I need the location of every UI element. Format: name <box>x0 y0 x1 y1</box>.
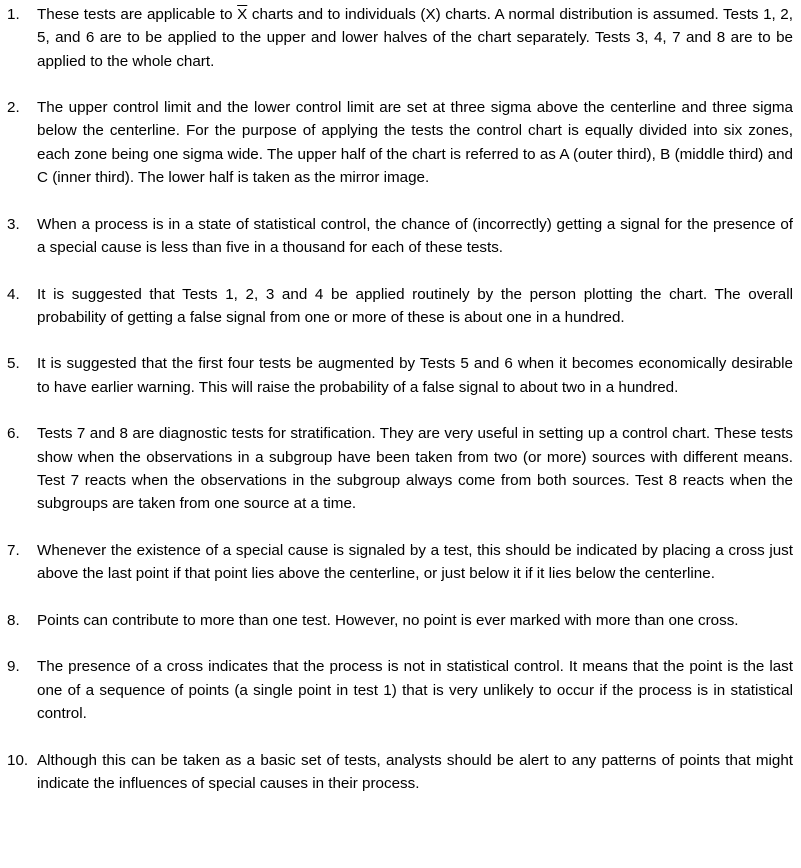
note-number: 3. <box>7 215 20 233</box>
note-item-4 <box>7 283 793 330</box>
note-text: Tests 7 and 8 are diagnostic tests for stratification. They are very useful in setting up a control chart. These tests show when the observations in a subgroup have been taken from two (or more) sources with different means. Test 7 reacts when the observations in the subgroup always come from both sources. Test 8 reacts when the subgroups are taken from one source at a time. <box>37 425 793 513</box>
note-text: The presence of a cross indicates that the process is not in statistical control. It means that the point is the last one of a sequence of points (a single point in test 1) that is very unlikely to occur if the process is in statistical control. <box>37 658 793 722</box>
note-item-2 <box>7 96 793 189</box>
note-item-8 <box>7 609 793 632</box>
note-item-7 <box>7 539 793 586</box>
note-number: 7. <box>7 541 20 559</box>
note-number: 6. <box>7 425 20 443</box>
note-number: 8. <box>7 611 20 629</box>
note-text <box>37 3 793 73</box>
note-text: The upper control limit and the lower control limit are set at three sigma above the centerline and three sigma below the centerline. For the purpose of applying the tests the control chart is equally divided into six zones, each zone being one sigma wide. The upper half of the chart is referred to as A (outer third), B (middle third) and C (inner third). The lower half is taken as the mirror image. <box>37 99 793 187</box>
note-item-6 <box>7 422 793 515</box>
note-number: 4. <box>7 285 20 303</box>
x-bar-symbol: $\overline{X}$ <box>237 6 248 23</box>
note-text-after: charts and to individuals (X) charts. A normal distribution is assumed. Tests 1, 2, 5, and 6 are to be applied to the upper and lower halves of the chart separately. Tests 3, 4, 7 and 8 are to be applied to the whole chart. <box>37 6 793 70</box>
note-number: 10. <box>7 751 29 769</box>
note-text: It is suggested that the first four tests be augmented by Tests 5 and 6 when it becomes economically desirable to have earlier warning. This will raise the probability of a false signal to about two in a hundred. <box>37 355 793 396</box>
note-number: 5. <box>7 355 20 373</box>
note-text: Points can contribute to more than one test. However, no point is ever marked with more than one cross. <box>37 611 739 629</box>
note-text: It is suggested that Tests 1, 2, 3 and 4 be applied routinely by the person plotting the chart. The overall probability of getting a false signal from one or more of these is about one in a hundred. <box>37 285 793 326</box>
note-text: Whenever the existence of a special cause is signaled by a test, this should be indicated by placing a cross just above the last point if that point lies above the centerline, or just below it if it lies below the centerline. <box>37 541 793 583</box>
note-number: 1. <box>7 6 20 23</box>
note-item-5 <box>7 352 793 399</box>
notes-list <box>7 3 793 795</box>
note-text-before: These tests are applicable to <box>37 6 238 23</box>
note-number: 9. <box>7 658 20 676</box>
note-item-9 <box>7 655 793 725</box>
note-text: When a process is in a state of statistical control, the chance of (incorrectly) getting a signal for the presence of a special cause is less than five in a thousand for each of these tests. <box>37 215 793 256</box>
note-item-1 <box>7 3 793 73</box>
note-number: 2. <box>7 99 20 117</box>
note-item-3 <box>7 213 793 260</box>
note-item-10 <box>7 749 793 796</box>
note-text: Although this can be taken as a basic set of tests, analysts should be alert to any patterns of points that might indicate the influences of special causes in their process. <box>37 751 793 792</box>
